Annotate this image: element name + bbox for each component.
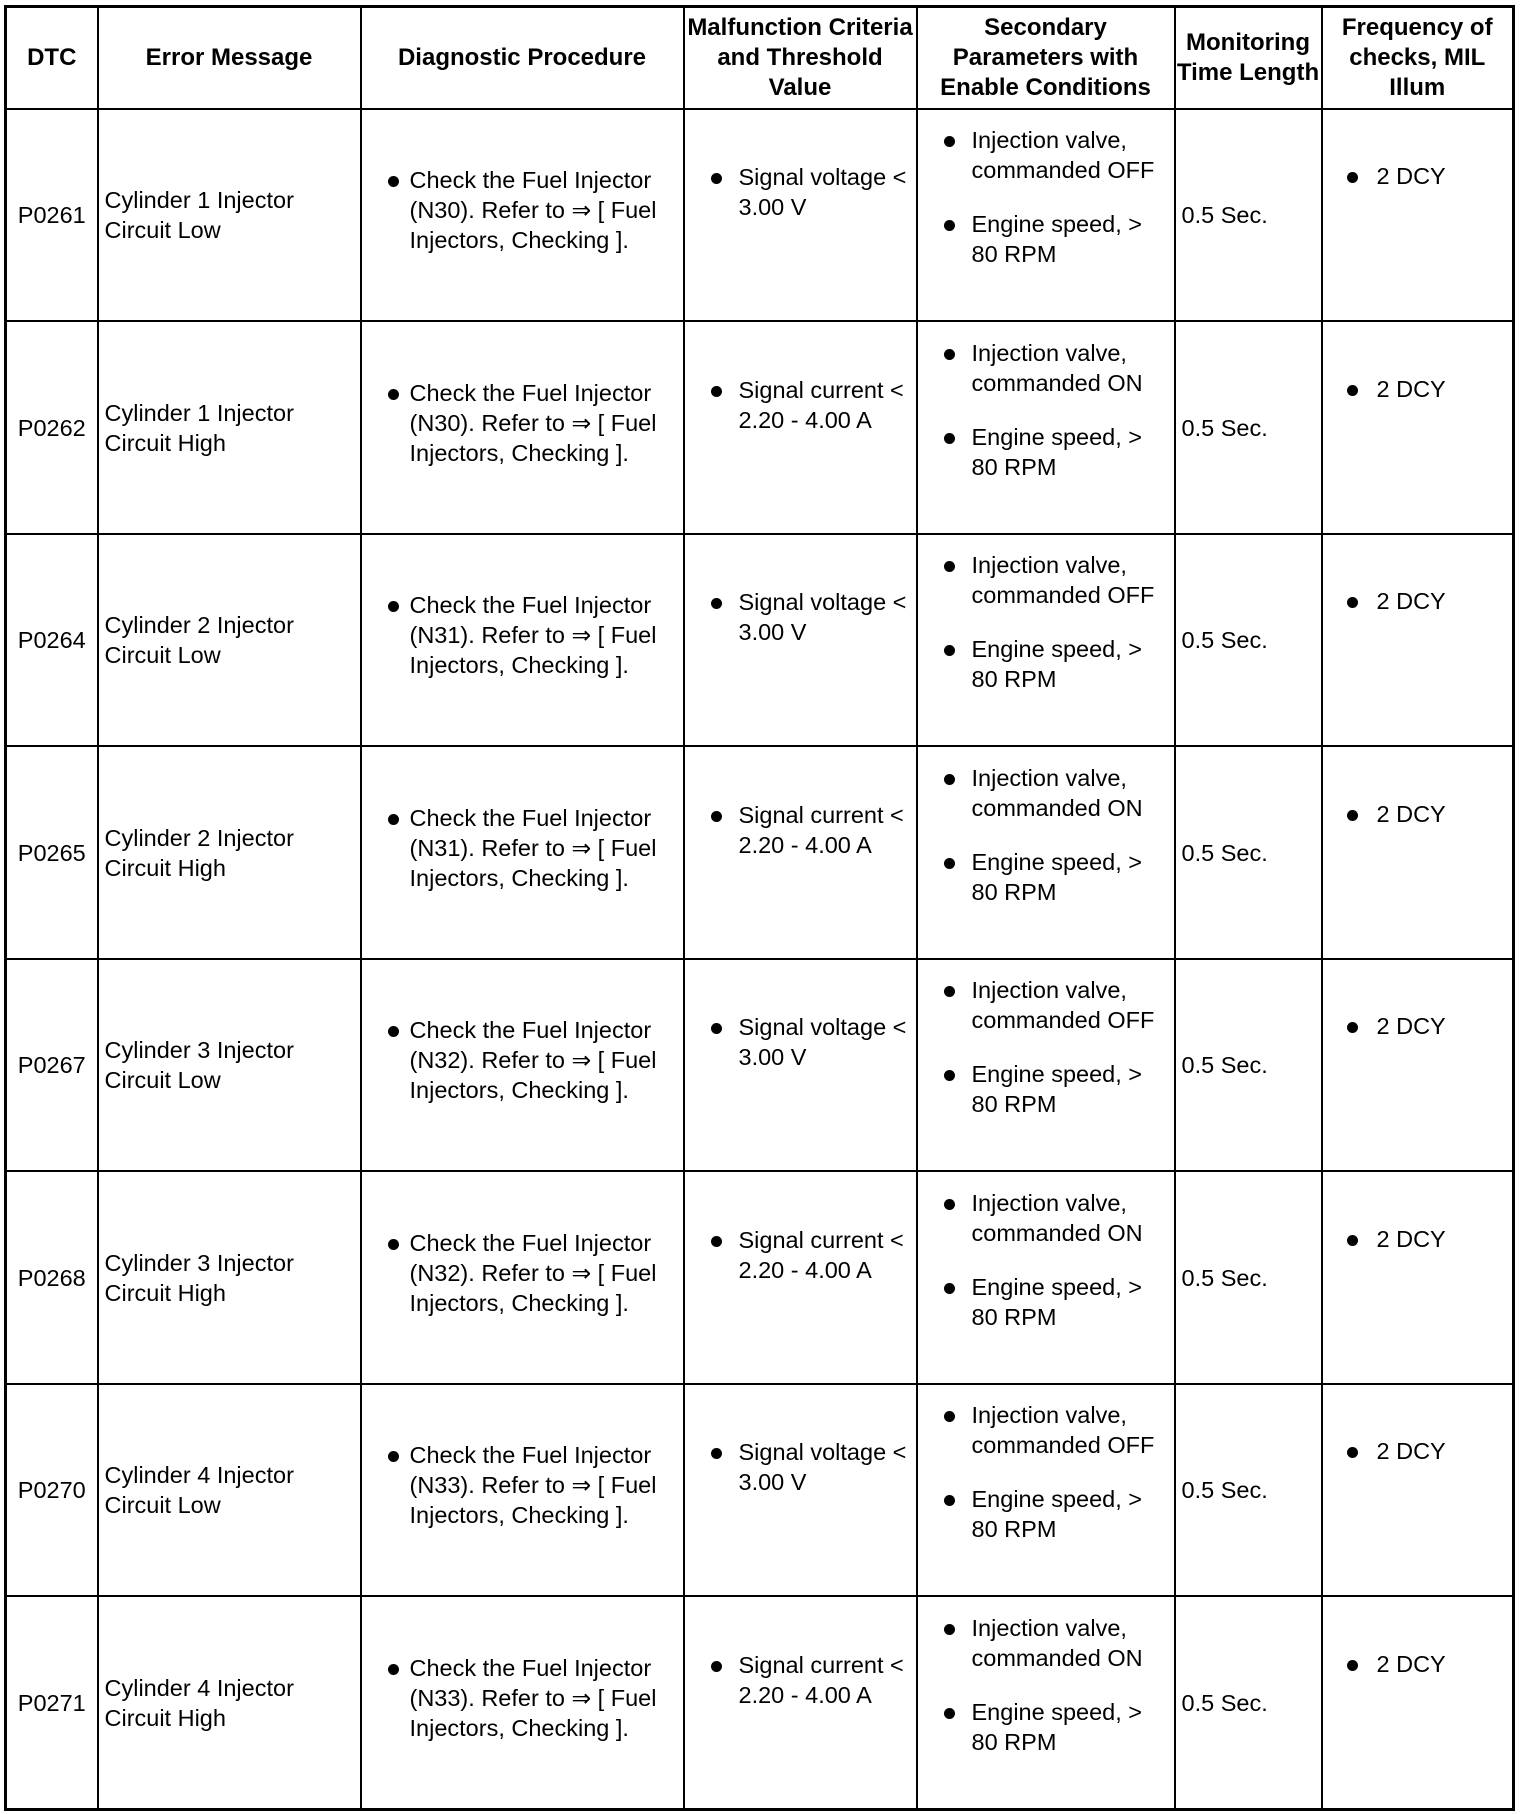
- table-body: [6, 109, 1514, 1810]
- monitoring-time: 0.5 Sec.: [1175, 959, 1322, 1171]
- malfunction-criteria-cell: [684, 1384, 917, 1596]
- malfunction-criteria: Signal voltage < 3.00 V: [685, 1437, 916, 1497]
- secondary-parameter-injection-valve: Injection valve, commanded ON: [918, 338, 1174, 398]
- secondary-parameter-engine-speed: Engine speed, > 80 RPM: [918, 1484, 1174, 1544]
- monitoring-time: 0.5 Sec.: [1175, 1384, 1322, 1596]
- diagnostic-procedure: Check the Fuel Injector (N32). Refer to ⇒ [ Fuel Injectors, Checking ].: [362, 1015, 679, 1105]
- diagnostic-procedure-cell: [361, 746, 684, 958]
- malfunction-criteria-cell: [684, 321, 917, 533]
- frequency-cell: [1322, 959, 1514, 1171]
- secondary-parameters-cell: [917, 959, 1175, 1171]
- diagnostic-procedure: Check the Fuel Injector (N31). Refer to ⇒ [ Fuel Injectors, Checking ].: [362, 590, 679, 680]
- diagnostic-procedure: Check the Fuel Injector (N32). Refer to ⇒ [ Fuel Injectors, Checking ].: [362, 1228, 679, 1318]
- dtc-code: P0262: [6, 321, 98, 533]
- secondary-parameter-injection-valve: Injection valve, commanded OFF: [918, 125, 1174, 185]
- malfunction-criteria: Signal voltage < 3.00 V: [685, 162, 916, 222]
- malfunction-criteria: Signal current < 2.20 - 4.00 A: [685, 375, 916, 435]
- frequency-cell: [1322, 1384, 1514, 1596]
- error-message: Cylinder 1 Injector Circuit Low: [98, 109, 361, 321]
- secondary-parameter-injection-valve: Injection valve, commanded ON: [918, 763, 1174, 823]
- frequency: 2 DCY: [1323, 586, 1513, 616]
- malfunction-criteria: Signal current < 2.20 - 4.00 A: [685, 800, 916, 860]
- error-message: Cylinder 3 Injector Circuit Low: [98, 959, 361, 1171]
- secondary-parameter-injection-valve: Injection valve, commanded ON: [918, 1188, 1174, 1248]
- table-row: [6, 1596, 1514, 1809]
- frequency-cell: [1322, 109, 1514, 321]
- malfunction-criteria-cell: [684, 109, 917, 321]
- dtc-code: P0261: [6, 109, 98, 321]
- error-message: Cylinder 2 Injector Circuit Low: [98, 534, 361, 746]
- secondary-parameter-injection-valve: Injection valve, commanded ON: [918, 1613, 1174, 1673]
- frequency-cell: [1322, 321, 1514, 533]
- table-row: [6, 1384, 1514, 1596]
- error-message: Cylinder 4 Injector Circuit Low: [98, 1384, 361, 1596]
- malfunction-criteria: Signal current < 2.20 - 4.00 A: [685, 1225, 916, 1285]
- monitoring-time: 0.5 Sec.: [1175, 746, 1322, 958]
- table-row: [6, 1171, 1514, 1383]
- secondary-parameters-cell: [917, 1596, 1175, 1809]
- monitoring-time: 0.5 Sec.: [1175, 109, 1322, 321]
- frequency: 2 DCY: [1323, 161, 1513, 191]
- header-diagnostic-procedure: Diagnostic Procedure: [361, 7, 684, 110]
- secondary-parameter-engine-speed: Engine speed, > 80 RPM: [918, 1059, 1174, 1119]
- dtc-table: [4, 5, 1515, 1811]
- secondary-parameters-cell: [917, 109, 1175, 321]
- header-malfunction-criteria: Malfunction Criteria and Threshold Value: [684, 7, 917, 110]
- frequency: 2 DCY: [1323, 1224, 1513, 1254]
- header-frequency: Frequency of checks, MIL Illum: [1322, 7, 1514, 110]
- secondary-parameter-injection-valve: Injection valve, commanded OFF: [918, 1400, 1174, 1460]
- malfunction-criteria-cell: [684, 534, 917, 746]
- diagnostic-procedure: Check the Fuel Injector (N31). Refer to ⇒ [ Fuel Injectors, Checking ].: [362, 803, 679, 893]
- secondary-parameter-injection-valve: Injection valve, commanded OFF: [918, 550, 1174, 610]
- diagnostic-procedure-cell: [361, 534, 684, 746]
- frequency: 2 DCY: [1323, 799, 1513, 829]
- malfunction-criteria-cell: [684, 959, 917, 1171]
- table-row: [6, 746, 1514, 958]
- frequency: 2 DCY: [1323, 1649, 1513, 1679]
- malfunction-criteria: Signal voltage < 3.00 V: [685, 587, 916, 647]
- header-dtc: DTC: [6, 7, 98, 110]
- error-message: Cylinder 4 Injector Circuit High: [98, 1596, 361, 1809]
- monitoring-time: 0.5 Sec.: [1175, 1596, 1322, 1809]
- diagnostic-procedure: Check the Fuel Injector (N33). Refer to ⇒ [ Fuel Injectors, Checking ].: [362, 1653, 679, 1743]
- secondary-parameter-engine-speed: Engine speed, > 80 RPM: [918, 634, 1174, 694]
- frequency: 2 DCY: [1323, 374, 1513, 404]
- dtc-code: P0270: [6, 1384, 98, 1596]
- malfunction-criteria: Signal current < 2.20 - 4.00 A: [685, 1650, 916, 1710]
- diagnostic-procedure: Check the Fuel Injector (N33). Refer to ⇒ [ Fuel Injectors, Checking ].: [362, 1440, 679, 1530]
- monitoring-time: 0.5 Sec.: [1175, 321, 1322, 533]
- error-message: Cylinder 1 Injector Circuit High: [98, 321, 361, 533]
- table-row: [6, 534, 1514, 746]
- table-row: [6, 321, 1514, 533]
- diagnostic-procedure-cell: [361, 959, 684, 1171]
- diagnostic-procedure-cell: [361, 1596, 684, 1809]
- header-error-message: Error Message: [98, 7, 361, 110]
- monitoring-time: 0.5 Sec.: [1175, 1171, 1322, 1383]
- diagnostic-procedure: Check the Fuel Injector (N30). Refer to ⇒ [ Fuel Injectors, Checking ].: [362, 378, 679, 468]
- frequency-cell: [1322, 534, 1514, 746]
- error-message: Cylinder 3 Injector Circuit High: [98, 1171, 361, 1383]
- frequency-cell: [1322, 746, 1514, 958]
- secondary-parameters-cell: [917, 321, 1175, 533]
- dtc-code: P0268: [6, 1171, 98, 1383]
- frequency-cell: [1322, 1596, 1514, 1809]
- header-secondary-parameters: Secondary Parameters with Enable Conditions: [917, 7, 1175, 110]
- error-message: Cylinder 2 Injector Circuit High: [98, 746, 361, 958]
- malfunction-criteria-cell: [684, 1171, 917, 1383]
- header-row: [6, 7, 1514, 110]
- dtc-code: P0271: [6, 1596, 98, 1809]
- dtc-code: P0267: [6, 959, 98, 1171]
- secondary-parameters-cell: [917, 534, 1175, 746]
- frequency: 2 DCY: [1323, 1011, 1513, 1041]
- diagnostic-procedure: Check the Fuel Injector (N30). Refer to ⇒ [ Fuel Injectors, Checking ].: [362, 165, 679, 255]
- secondary-parameter-engine-speed: Engine speed, > 80 RPM: [918, 422, 1174, 482]
- secondary-parameters-cell: [917, 1171, 1175, 1383]
- dtc-code: P0265: [6, 746, 98, 958]
- diagnostic-procedure-cell: [361, 1384, 684, 1596]
- secondary-parameter-engine-speed: Engine speed, > 80 RPM: [918, 1697, 1174, 1757]
- malfunction-criteria-cell: [684, 1596, 917, 1809]
- diagnostic-procedure-cell: [361, 1171, 684, 1383]
- diagnostic-procedure-cell: [361, 321, 684, 533]
- frequency-cell: [1322, 1171, 1514, 1383]
- diagnostic-procedure-cell: [361, 109, 684, 321]
- table-row: [6, 109, 1514, 321]
- dtc-code: P0264: [6, 534, 98, 746]
- secondary-parameter-engine-speed: Engine speed, > 80 RPM: [918, 1272, 1174, 1332]
- header-monitoring-time: Monitoring Time Length: [1175, 7, 1322, 110]
- secondary-parameter-engine-speed: Engine speed, > 80 RPM: [918, 847, 1174, 907]
- monitoring-time: 0.5 Sec.: [1175, 534, 1322, 746]
- malfunction-criteria-cell: [684, 746, 917, 958]
- secondary-parameter-engine-speed: Engine speed, > 80 RPM: [918, 209, 1174, 269]
- table-row: [6, 959, 1514, 1171]
- secondary-parameters-cell: [917, 746, 1175, 958]
- malfunction-criteria: Signal voltage < 3.00 V: [685, 1012, 916, 1072]
- secondary-parameter-injection-valve: Injection valve, commanded OFF: [918, 975, 1174, 1035]
- secondary-parameters-cell: [917, 1384, 1175, 1596]
- frequency: 2 DCY: [1323, 1436, 1513, 1466]
